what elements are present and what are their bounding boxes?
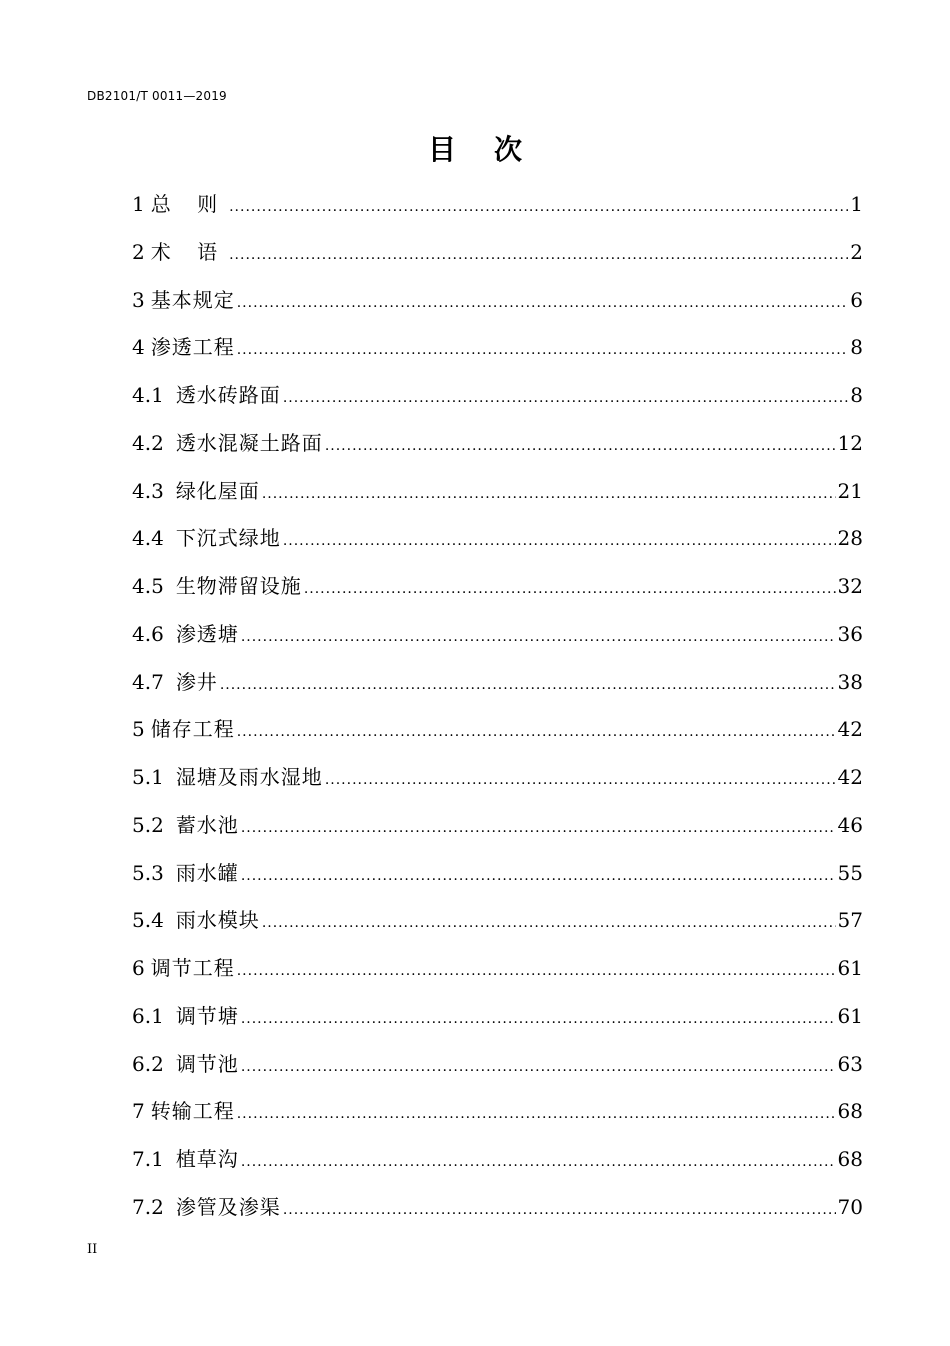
toc-dot-leader bbox=[229, 239, 848, 271]
toc-entry-label: 渗管及渗渠 bbox=[175, 1194, 281, 1219]
toc-entry-label: 调节塘 bbox=[175, 1003, 239, 1028]
toc-entry[interactable] bbox=[132, 1048, 863, 1096]
toc-entry-number: 4.5 bbox=[132, 574, 164, 598]
toc-entry-page: 38 bbox=[837, 669, 863, 694]
toc-dot-leader bbox=[241, 1146, 836, 1178]
toc-entry[interactable] bbox=[132, 618, 863, 666]
toc-entry-page: 2 bbox=[850, 239, 863, 264]
toc-dot-leader bbox=[237, 716, 836, 748]
toc-dot-leader bbox=[325, 430, 836, 462]
toc-entry-number: 7.2 bbox=[132, 1194, 164, 1219]
toc-entry-label: 渗井 bbox=[175, 669, 218, 694]
toc-entry-page: 61 bbox=[837, 956, 863, 980]
toc-dot-leader bbox=[241, 812, 836, 844]
toc-dot-leader bbox=[283, 382, 848, 414]
toc-dot-leader bbox=[241, 621, 836, 653]
toc-dot-leader bbox=[237, 1098, 836, 1130]
toc-entry-page: 8 bbox=[850, 383, 863, 407]
toc-entry-page: 42 bbox=[837, 765, 863, 789]
toc-entry-label: 渗透工程 bbox=[150, 335, 235, 360]
toc-entry-number: 5.2 bbox=[132, 812, 164, 837]
toc-entry[interactable] bbox=[132, 713, 863, 761]
toc-entry-label: 渗透塘 bbox=[175, 621, 239, 646]
toc-entry-number: 6.1 bbox=[132, 1003, 164, 1028]
toc-entry[interactable] bbox=[132, 331, 863, 379]
toc-entry-number: 7.1 bbox=[132, 1147, 164, 1171]
page-number: II bbox=[87, 1242, 98, 1257]
toc-entry-page: 1 bbox=[850, 192, 863, 216]
toc-entry-label: 透水混凝土路面 bbox=[175, 430, 323, 455]
toc-entry[interactable] bbox=[132, 809, 863, 857]
toc-entry[interactable] bbox=[132, 427, 863, 475]
toc-entry-number: 4.6 bbox=[132, 621, 164, 646]
toc-entry[interactable] bbox=[132, 475, 863, 523]
toc-entry-number: 4.3 bbox=[132, 478, 164, 503]
toc-entry[interactable] bbox=[132, 236, 863, 284]
toc-dot-leader bbox=[325, 764, 836, 796]
toc-entry-page: 8 bbox=[850, 335, 863, 360]
toc-entry[interactable] bbox=[132, 904, 863, 952]
toc-entry-label: 术 语 bbox=[150, 239, 228, 264]
toc-dot-leader bbox=[304, 573, 836, 605]
toc-entry[interactable] bbox=[132, 1000, 863, 1048]
toc-entry[interactable] bbox=[132, 952, 863, 1000]
toc-entry-label: 植草沟 bbox=[175, 1147, 239, 1171]
toc-entry-label: 调节池 bbox=[175, 1051, 239, 1076]
toc-entry-number: 5.1 bbox=[132, 765, 164, 789]
toc-dot-leader bbox=[220, 669, 836, 701]
toc-title: 目次 bbox=[427, 133, 560, 166]
toc-entry-page: 57 bbox=[837, 908, 863, 933]
toc-entry-label: 储存工程 bbox=[150, 717, 235, 742]
toc-entry-label: 雨水罐 bbox=[175, 860, 239, 885]
toc-entry-number: 4.2 bbox=[132, 430, 164, 455]
toc-entry[interactable] bbox=[132, 857, 863, 905]
toc-entry-number: 7 bbox=[132, 1099, 145, 1124]
toc-entry-number: 5 bbox=[132, 717, 145, 742]
toc-entry-page: 68 bbox=[837, 1099, 863, 1124]
toc-entry-number: 2 bbox=[132, 239, 145, 264]
toc-entry-page: 32 bbox=[837, 574, 863, 598]
toc-entry[interactable] bbox=[132, 570, 863, 618]
toc-entry-number: 4.1 bbox=[132, 383, 164, 407]
toc-dot-leader bbox=[241, 860, 836, 892]
toc-entry[interactable] bbox=[132, 1191, 863, 1239]
toc-entry-label: 绿化屋面 bbox=[175, 478, 260, 503]
toc-entry-number: 4 bbox=[132, 335, 145, 360]
toc-dot-leader bbox=[262, 907, 836, 939]
toc-entry-number: 1 bbox=[132, 192, 145, 216]
toc-entry-page: 55 bbox=[837, 860, 863, 885]
toc-entry-label: 透水砖路面 bbox=[175, 383, 281, 407]
toc-dot-leader bbox=[283, 1194, 836, 1226]
toc-entry[interactable] bbox=[132, 379, 863, 427]
toc-entry-label: 生物滞留设施 bbox=[175, 574, 302, 598]
toc-entry-number: 6 bbox=[132, 956, 145, 980]
toc-entry-number: 4.7 bbox=[132, 669, 164, 694]
toc-entry-number: 5.4 bbox=[132, 908, 164, 933]
toc-entry-label: 湿塘及雨水湿地 bbox=[175, 765, 323, 789]
toc-entry-label: 雨水模块 bbox=[175, 908, 260, 933]
toc-entry-page: 61 bbox=[837, 1003, 863, 1028]
toc-dot-leader bbox=[229, 191, 848, 223]
toc-entry-label: 蓄水池 bbox=[175, 812, 239, 837]
toc-entry[interactable] bbox=[132, 522, 863, 570]
toc-entry[interactable] bbox=[132, 284, 863, 332]
toc-entry-page: 21 bbox=[837, 478, 863, 503]
toc-entry-number: 4.4 bbox=[132, 526, 164, 551]
toc-entry-page: 42 bbox=[837, 717, 863, 742]
toc-entry-label: 下沉式绿地 bbox=[175, 526, 281, 551]
toc-entry-number: 3 bbox=[132, 287, 145, 312]
toc-dot-leader bbox=[241, 1003, 836, 1035]
toc-entry-label: 基本规定 bbox=[150, 287, 235, 312]
toc-entry-page: 63 bbox=[837, 1051, 863, 1076]
toc-dot-leader bbox=[237, 287, 849, 319]
toc-entry-page: 6 bbox=[850, 287, 863, 312]
toc-entry[interactable] bbox=[132, 761, 863, 809]
table-of-contents bbox=[132, 188, 863, 1239]
toc-entry-page: 68 bbox=[837, 1147, 863, 1171]
toc-entry[interactable] bbox=[132, 666, 863, 714]
toc-dot-leader bbox=[262, 478, 836, 510]
toc-entry[interactable] bbox=[132, 1143, 863, 1191]
toc-dot-leader bbox=[283, 525, 836, 557]
toc-dot-leader bbox=[237, 955, 836, 987]
toc-entry-page: 36 bbox=[837, 621, 863, 646]
toc-entry[interactable] bbox=[132, 1095, 863, 1143]
toc-entry[interactable] bbox=[132, 188, 863, 236]
toc-entry-page: 70 bbox=[837, 1194, 863, 1219]
toc-entry-label: 调节工程 bbox=[150, 956, 235, 980]
toc-dot-leader bbox=[237, 334, 849, 366]
toc-dot-leader bbox=[241, 1051, 836, 1083]
toc-entry-page: 28 bbox=[837, 526, 863, 551]
toc-entry-label: 转输工程 bbox=[150, 1099, 235, 1124]
toc-entry-number: 5.3 bbox=[132, 860, 164, 885]
toc-entry-page: 46 bbox=[837, 812, 863, 837]
toc-entry-page: 12 bbox=[837, 430, 863, 455]
document-code: DB2101/T 0011—2019 bbox=[87, 89, 227, 103]
toc-entry-label: 总 则 bbox=[150, 192, 228, 216]
toc-entry-number: 6.2 bbox=[132, 1051, 164, 1076]
